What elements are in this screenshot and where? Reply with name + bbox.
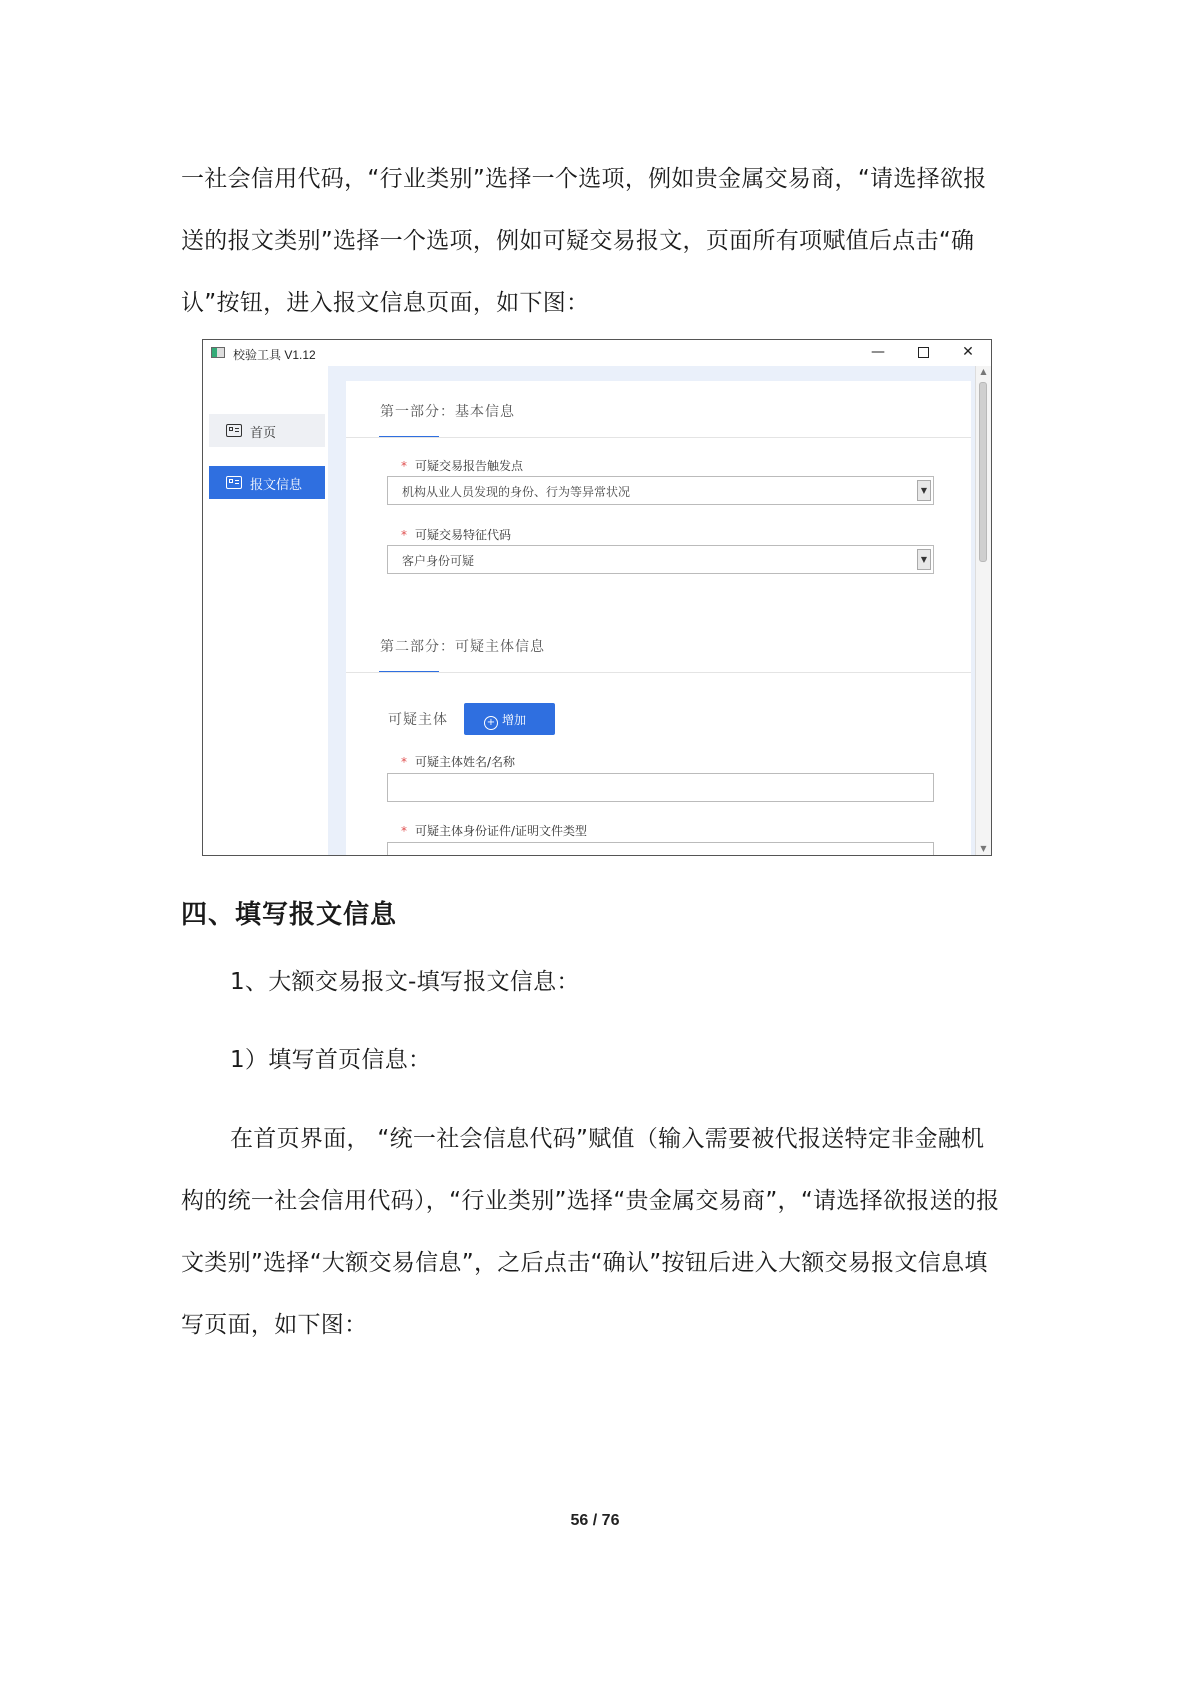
required-mark: * xyxy=(401,755,407,769)
nav-item-home[interactable] xyxy=(209,414,325,447)
required-mark: * xyxy=(401,824,407,838)
paragraph-line: 文类别”选择“大额交易信息”，之后点击“确认”按钮后进入大额交易报文信息填 xyxy=(181,1250,988,1276)
nav-item-label: 报文信息 xyxy=(250,478,303,493)
subject-id-type-label-text: 可疑主体身份证件/证明文件类型 xyxy=(415,824,588,838)
window-title: 校验工具 V1.12 xyxy=(233,348,316,362)
feature-label-text: 可疑交易特征代码 xyxy=(415,528,512,542)
section-divider xyxy=(346,672,971,673)
close-button[interactable]: ✕ xyxy=(962,344,974,360)
trigger-label-text: 可疑交易报告触发点 xyxy=(415,459,524,473)
required-mark: * xyxy=(401,528,407,542)
list-item: 1、大额交易报文-填写报文信息： xyxy=(230,969,580,995)
feature-select[interactable] xyxy=(387,545,934,574)
plus-circle-icon: + xyxy=(484,716,498,730)
section-heading: 四、填写报文信息 xyxy=(181,900,398,930)
paragraph-line: 写页面，如下图： xyxy=(181,1312,368,1338)
paragraph-line: 送的报文类别”选择一个选项，例如可疑交易报文，页面所有项赋值后点击“确 xyxy=(181,228,975,254)
scrollbar-thumb[interactable] xyxy=(979,382,987,562)
maximize-icon xyxy=(918,347,929,358)
required-mark: * xyxy=(401,459,407,473)
add-button-label: 增加 xyxy=(502,713,527,727)
paragraph-line: 在首页界面， “统一社会信息代码”赋值（输入需要被代报送特定非金融机 xyxy=(230,1126,985,1152)
paragraph-line: 一社会信用代码，“行业类别”选择一个选项，例如贵金属交易商，“请选择欲报 xyxy=(181,166,987,192)
minimize-button[interactable]: — xyxy=(871,344,885,360)
scroll-down-icon[interactable]: ▼ xyxy=(980,844,987,853)
trigger-select[interactable] xyxy=(387,476,934,505)
title-bar xyxy=(203,340,991,366)
page-number: 56 / 76 xyxy=(570,1512,620,1529)
app-icon xyxy=(211,347,225,358)
nav-item-label: 首页 xyxy=(250,426,277,441)
subject-name-label-text: 可疑主体姓名/名称 xyxy=(415,755,516,769)
sidebar xyxy=(203,366,328,856)
chevron-down-icon[interactable]: ▼ xyxy=(917,549,931,570)
vertical-scrollbar[interactable] xyxy=(975,366,991,856)
paragraph-line: 构的统一社会信用代码），“行业类别”选择“贵金属交易商”，“请选择欲报送的报 xyxy=(181,1188,1000,1214)
trigger-select-value: 机构从业人员发现的身份、行为等异常状况 xyxy=(402,485,631,499)
message-info-icon xyxy=(226,476,242,489)
section-divider xyxy=(346,437,971,438)
subject-id-type-label xyxy=(401,822,587,839)
section-title-subject: 第二部分：可疑主体信息 xyxy=(380,639,545,655)
maximize-button[interactable] xyxy=(908,343,938,361)
home-icon xyxy=(226,424,242,437)
trigger-field-label xyxy=(401,457,523,474)
app-window-screenshot xyxy=(202,339,992,856)
list-item: 1）填写首页信息： xyxy=(230,1047,432,1073)
chevron-down-icon[interactable]: ▼ xyxy=(917,480,931,501)
add-subject-button[interactable] xyxy=(464,703,555,735)
subject-label: 可疑主体 xyxy=(388,712,448,728)
feature-select-value: 客户身份可疑 xyxy=(402,554,475,568)
section-title-basic: 第一部分：基本信息 xyxy=(380,404,515,420)
nav-item-message-info[interactable] xyxy=(209,466,325,499)
paragraph-line: 认”按钮，进入报文信息页面，如下图： xyxy=(181,290,590,316)
scroll-up-icon[interactable]: ▲ xyxy=(980,367,987,376)
feature-field-label xyxy=(401,526,511,543)
subject-name-input[interactable] xyxy=(387,773,934,802)
subject-name-label xyxy=(401,753,515,770)
subject-id-type-select[interactable] xyxy=(387,842,934,856)
